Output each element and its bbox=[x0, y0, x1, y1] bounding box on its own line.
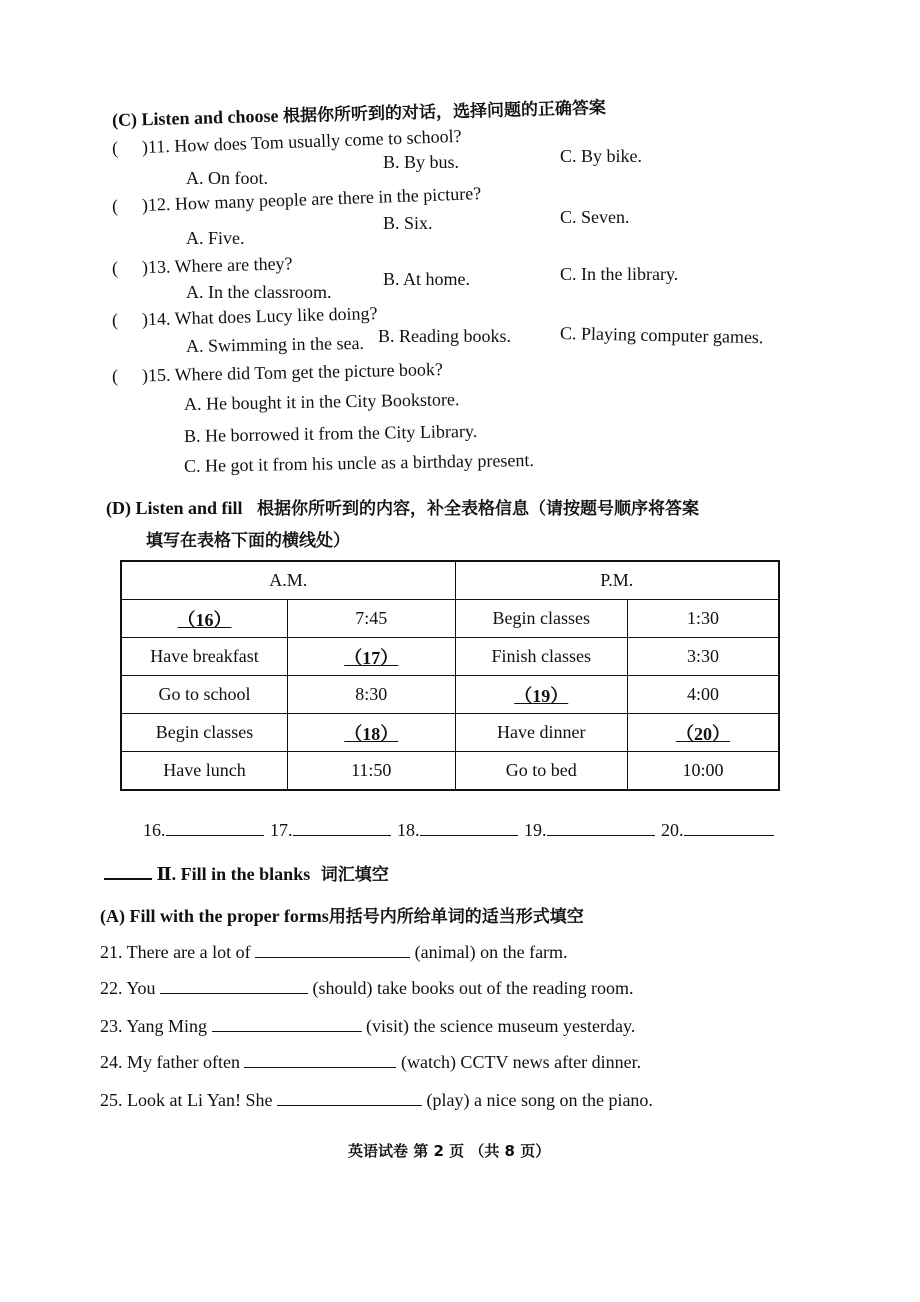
fill-blank[interactable] bbox=[244, 1067, 396, 1068]
table-cell: Have breakfast bbox=[121, 638, 288, 676]
score-blank[interactable] bbox=[104, 878, 152, 880]
section-d-instruction-2: 填写在表格下面的横线处） bbox=[146, 531, 350, 551]
answer-label: 18. bbox=[397, 820, 420, 840]
schedule-table bbox=[120, 560, 780, 791]
answer-blank-20[interactable] bbox=[684, 835, 774, 836]
answer-blank-16[interactable] bbox=[166, 835, 264, 836]
item-22 bbox=[100, 978, 633, 999]
option-a: A. On foot. bbox=[186, 168, 268, 188]
section-d-title: (D) Listen and fill bbox=[106, 498, 243, 518]
answer-label: 16. bbox=[143, 820, 166, 840]
page-footer: 英语试卷 第 2 页 （共 8 页） bbox=[348, 1142, 551, 1160]
item-suffix: (should) take books out of the reading room. bbox=[312, 978, 634, 998]
question-15 bbox=[112, 359, 443, 387]
answer-bracket: ( bbox=[111, 365, 119, 386]
answer-label: 20. bbox=[661, 820, 684, 840]
table-cell: （18） bbox=[288, 714, 455, 752]
answer-label: 19. bbox=[524, 820, 547, 840]
question-text: )11. How does Tom usually come to school? bbox=[141, 125, 462, 157]
option-a: A. Swimming in the sea. bbox=[185, 332, 365, 356]
question-13 bbox=[112, 253, 293, 279]
option-b: B. He borrowed it from the City Library. bbox=[183, 420, 478, 446]
section-d-instruction: 根据你所听到的内容，补全表格信息（请按题号顺序将答案 bbox=[257, 499, 700, 519]
part-2-header bbox=[104, 860, 389, 885]
table-cell: （19） bbox=[455, 676, 627, 714]
option-b: B. Six. bbox=[383, 213, 433, 233]
table-cell: （16） bbox=[121, 600, 288, 638]
item-prefix: 24. My father often bbox=[100, 1052, 240, 1072]
table-cell: 4:00 bbox=[627, 676, 779, 714]
table-cell: 3:30 bbox=[627, 638, 779, 676]
option-b: B. At home. bbox=[383, 269, 471, 289]
fill-blank[interactable] bbox=[255, 957, 410, 958]
table-cell: 11:50 bbox=[288, 752, 455, 791]
table-cell: Begin classes bbox=[455, 600, 627, 638]
option-c: C. By bike. bbox=[560, 146, 643, 166]
answer-bracket: ( bbox=[111, 257, 119, 278]
option-c: C. In the library. bbox=[560, 264, 679, 284]
header-pm: P.M. bbox=[455, 561, 779, 600]
item-suffix: (watch) CCTV news after dinner. bbox=[400, 1052, 642, 1072]
option-c: C. Playing computer games. bbox=[559, 323, 764, 348]
answer-bracket: ( bbox=[111, 137, 119, 158]
item-suffix: (visit) the science museum yesterday. bbox=[366, 1016, 636, 1036]
option-b: B. By bus. bbox=[383, 152, 460, 172]
part-2-title: Ⅱ. Fill in the blanks bbox=[156, 864, 311, 884]
item-prefix: 23. Yang Ming bbox=[100, 1016, 208, 1036]
table-cell: （17） bbox=[288, 638, 455, 676]
table-row bbox=[121, 638, 779, 676]
answer-blank-17[interactable] bbox=[293, 835, 391, 836]
fill-blank[interactable] bbox=[212, 1031, 362, 1032]
table-cell: 8:30 bbox=[288, 676, 455, 714]
item-prefix: 22. You bbox=[100, 978, 156, 998]
fill-blank[interactable] bbox=[160, 993, 308, 994]
table-cell: Have lunch bbox=[121, 752, 288, 791]
table-cell: Have dinner bbox=[455, 714, 627, 752]
item-prefix: 21. There are a lot of bbox=[100, 942, 251, 962]
option-c: C. Seven. bbox=[560, 207, 630, 227]
option-c: C. He got it from his uncle as a birthday present. bbox=[183, 449, 535, 476]
table-header-row bbox=[121, 561, 779, 600]
table-cell: Go to school bbox=[121, 676, 288, 714]
table-cell: Begin classes bbox=[121, 714, 288, 752]
question-14 bbox=[112, 303, 378, 331]
header-am: A.M. bbox=[121, 561, 455, 600]
question-text: )13. Where are they? bbox=[141, 253, 293, 278]
sub-a-title: (A) Fill with the proper forms bbox=[100, 906, 329, 926]
table-row bbox=[121, 752, 779, 791]
option-b: B. Reading books. bbox=[378, 326, 511, 346]
sub-a-header bbox=[100, 902, 584, 927]
item-25 bbox=[100, 1090, 653, 1111]
item-24 bbox=[100, 1052, 641, 1073]
item-prefix: 25. Look at Li Yan! She bbox=[100, 1090, 273, 1110]
item-suffix: (play) a nice song on the piano. bbox=[426, 1090, 653, 1110]
section-d-header bbox=[106, 494, 699, 519]
option-a: A. In the classroom. bbox=[186, 282, 332, 302]
section-c-header bbox=[112, 93, 607, 131]
section-c-title: (C) Listen and choose bbox=[111, 105, 279, 130]
option-a: A. Five. bbox=[186, 228, 245, 248]
item-23 bbox=[100, 1016, 635, 1037]
question-text: )12. How many people are there in the picture? bbox=[141, 183, 482, 215]
answer-bracket: ( bbox=[111, 195, 119, 216]
item-21 bbox=[100, 942, 568, 963]
section-c-instruction: 根据你所听到的对话，选择问题的正确答案 bbox=[282, 98, 607, 127]
table-cell: （20） bbox=[627, 714, 779, 752]
fill-blank[interactable] bbox=[277, 1105, 422, 1106]
option-a: A. He bought it in the City Bookstore. bbox=[183, 389, 460, 414]
table-cell: Finish classes bbox=[455, 638, 627, 676]
answer-lines bbox=[143, 820, 774, 841]
part-2-title-cn: 词汇填空 bbox=[320, 865, 389, 885]
question-text: )14. What does Lucy like doing? bbox=[141, 303, 378, 330]
sub-a-instruction: 用括号内所给单词的适当形式填空 bbox=[328, 907, 584, 927]
table-row bbox=[121, 600, 779, 638]
question-12 bbox=[112, 183, 482, 217]
table-cell: 1:30 bbox=[627, 600, 779, 638]
question-text: )15. Where did Tom get the picture book? bbox=[141, 359, 444, 386]
table-cell: 10:00 bbox=[627, 752, 779, 791]
answer-blank-19[interactable] bbox=[547, 835, 655, 836]
table-cell: 7:45 bbox=[288, 600, 455, 638]
answer-bracket: ( bbox=[111, 309, 119, 330]
table-row bbox=[121, 714, 779, 752]
item-suffix: (animal) on the farm. bbox=[414, 942, 568, 962]
table-cell: Go to bed bbox=[455, 752, 627, 791]
answer-blank-18[interactable] bbox=[420, 835, 518, 836]
answer-label: 17. bbox=[270, 820, 293, 840]
table-row bbox=[121, 676, 779, 714]
